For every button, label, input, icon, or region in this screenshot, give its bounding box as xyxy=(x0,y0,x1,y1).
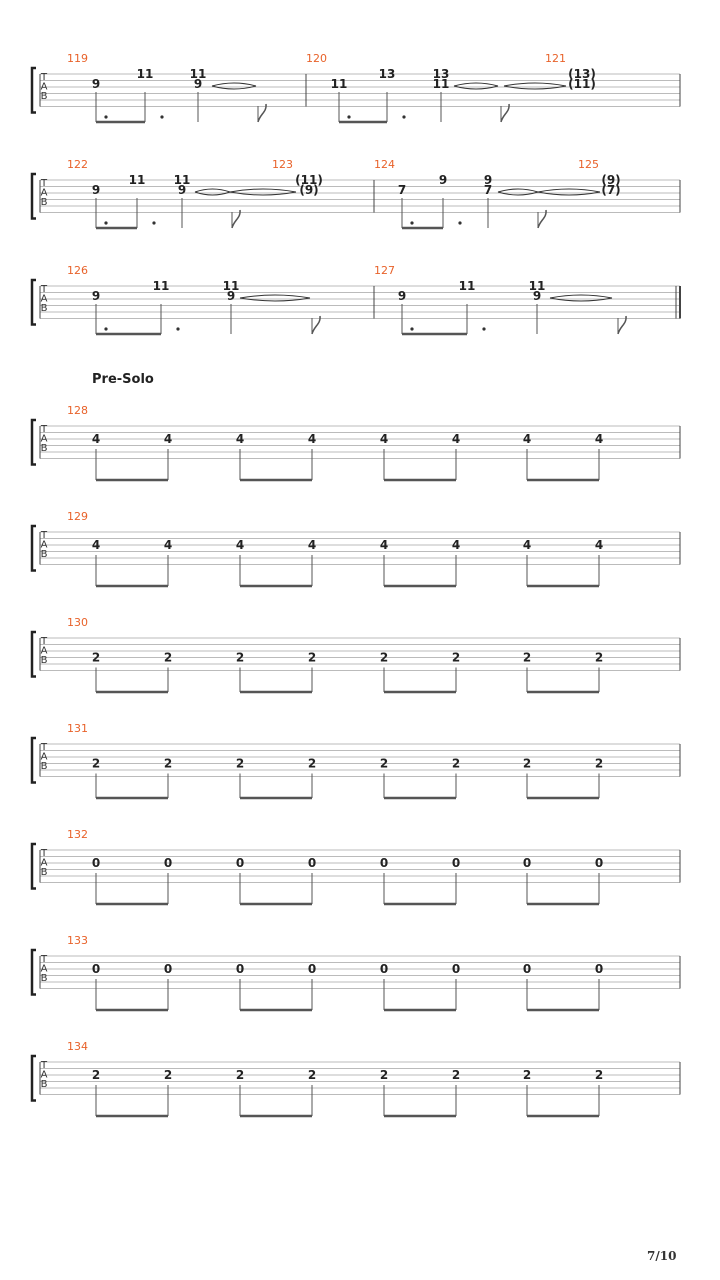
tab-clef-letter: A xyxy=(40,81,48,93)
fret-number: 2 xyxy=(307,1068,317,1082)
fret-number: 4 xyxy=(307,538,317,552)
fret-number: 0 xyxy=(379,856,389,870)
tie-arc xyxy=(550,295,612,298)
fret-number: 9 xyxy=(483,173,493,187)
tab-system xyxy=(32,510,680,586)
fret-number: 9 xyxy=(226,289,236,303)
fret-number: 0 xyxy=(451,962,461,976)
tab-clef-letter: B xyxy=(40,655,48,666)
tab-clef-letter: T xyxy=(40,530,48,541)
tab-clef-letter: B xyxy=(40,197,48,208)
fret-number: (11) xyxy=(568,77,596,91)
fret-number: 0 xyxy=(522,856,532,870)
fret-number: 2 xyxy=(594,1068,604,1082)
system-bracket xyxy=(32,174,36,219)
system-bracket xyxy=(32,632,36,677)
fret-number: 2 xyxy=(91,650,101,665)
fret-number: 0 xyxy=(594,962,604,976)
section-label-pre-solo: Pre-Solo xyxy=(92,372,154,387)
fret-number: 9 xyxy=(91,183,101,197)
measure-number: 126 xyxy=(67,264,88,277)
fret-number: 4 xyxy=(91,432,101,446)
system-bracket xyxy=(32,844,36,889)
page-number: 7/10 xyxy=(647,1249,677,1263)
measure-number: 132 xyxy=(67,828,88,841)
fret-number: 4 xyxy=(451,432,461,446)
measure-number: 119 xyxy=(67,52,88,65)
fret-number: 0 xyxy=(91,856,101,870)
tab-clef-letter: A xyxy=(40,963,48,975)
tab-clef-letter: B xyxy=(40,303,48,314)
measure-number: 124 xyxy=(374,158,395,171)
fret-number: 11 xyxy=(189,67,207,81)
fret-number: 4 xyxy=(594,538,604,552)
fret-number: 0 xyxy=(307,856,317,870)
measure-number: 123 xyxy=(272,158,293,171)
dot xyxy=(347,115,350,118)
system-bracket xyxy=(32,950,36,995)
fret-number: 4 xyxy=(91,538,101,552)
tab-system xyxy=(32,722,680,798)
tab-system xyxy=(32,264,680,334)
system-bracket xyxy=(32,68,36,113)
fret-number: 9 xyxy=(177,183,187,197)
fret-number: 11 xyxy=(458,279,476,293)
fret-number: 13 xyxy=(432,67,450,81)
fret-number: 2 xyxy=(451,1068,461,1082)
tab-clef-letter: A xyxy=(40,293,48,305)
fret-number: 2 xyxy=(235,756,245,771)
fret-number: 11 xyxy=(330,77,348,91)
tab-clef-letter: T xyxy=(40,636,48,647)
tab-clef-letter: T xyxy=(40,954,48,965)
fret-number: 0 xyxy=(163,856,173,870)
fret-number: 7 xyxy=(483,183,493,197)
tab-clef-letter: B xyxy=(40,443,48,454)
dot xyxy=(104,221,107,224)
tie-arc xyxy=(212,83,256,86)
tab-clef-letter: A xyxy=(40,857,48,869)
fret-number: 4 xyxy=(451,538,461,552)
tab-clef-letter: T xyxy=(40,284,48,295)
system-bracket xyxy=(32,526,36,571)
tab-clef-letter: T xyxy=(40,848,48,859)
fret-number: 2 xyxy=(594,650,604,665)
tie-arc xyxy=(195,189,230,192)
fret-number: 2 xyxy=(451,756,461,771)
tab-clef-letter: B xyxy=(40,867,48,878)
dot xyxy=(402,115,405,118)
fret-number: 2 xyxy=(235,650,245,665)
fret-number: 0 xyxy=(594,856,604,870)
fret-number: 4 xyxy=(379,538,389,552)
fret-number: 2 xyxy=(522,756,532,771)
tie-arc xyxy=(498,189,538,192)
dot xyxy=(410,327,413,330)
fret-number: 2 xyxy=(522,1068,532,1082)
measure-number: 121 xyxy=(545,52,566,65)
tab-system xyxy=(32,158,680,228)
tab-clef-letter: T xyxy=(40,178,48,189)
measure-number: 134 xyxy=(67,1040,88,1053)
dot xyxy=(482,327,485,330)
fret-number: 0 xyxy=(522,962,532,976)
fret-number: 11 xyxy=(173,173,191,187)
fret-number: 4 xyxy=(235,432,245,446)
fret-number: 0 xyxy=(163,962,173,976)
fret-number: 2 xyxy=(379,1068,389,1082)
fret-number: 2 xyxy=(379,756,389,771)
dot xyxy=(104,115,107,118)
fret-number: (9) xyxy=(601,173,621,187)
system-bracket xyxy=(32,280,36,325)
tab-clef-letter: B xyxy=(40,91,48,102)
fret-number: 0 xyxy=(451,856,461,870)
fret-number: 4 xyxy=(522,538,532,552)
tab-clef-letter: T xyxy=(40,742,48,753)
system-bracket xyxy=(32,738,36,783)
measure-number: 130 xyxy=(67,616,88,629)
fret-number: 4 xyxy=(235,538,245,552)
fret-number: 9 xyxy=(438,173,448,187)
dot xyxy=(104,327,107,330)
tab-clef-letter: B xyxy=(40,761,48,772)
fret-number: 2 xyxy=(235,1068,245,1082)
fret-number: 9 xyxy=(397,289,407,303)
fret-number: 9 xyxy=(91,77,101,91)
fret-number: 11 xyxy=(222,279,240,293)
fret-number: 4 xyxy=(163,538,173,552)
fret-number: (9) xyxy=(299,183,319,197)
fret-number: 11 xyxy=(432,77,450,91)
fret-number: 2 xyxy=(91,1068,101,1082)
fret-number: 0 xyxy=(307,962,317,976)
system-bracket xyxy=(32,420,36,465)
fret-number: 0 xyxy=(91,962,101,976)
tab-system xyxy=(32,52,680,122)
fret-number: (7) xyxy=(601,183,621,197)
tab-system xyxy=(32,404,680,480)
fret-number: 2 xyxy=(307,650,317,665)
tie-arc xyxy=(538,189,600,192)
fret-number: 2 xyxy=(91,756,101,771)
fret-number: 4 xyxy=(379,432,389,446)
dot xyxy=(160,115,163,118)
dot xyxy=(152,221,155,224)
measure-number: 122 xyxy=(67,158,88,171)
tab-clef-letter: T xyxy=(40,424,48,435)
tab-clef-letter: B xyxy=(40,973,48,984)
measure-number: 128 xyxy=(67,404,88,417)
dot xyxy=(410,221,413,224)
fret-number: 2 xyxy=(163,756,173,771)
tie-arc xyxy=(504,83,566,86)
fret-number: (13) xyxy=(568,67,596,81)
fret-number: 4 xyxy=(594,432,604,446)
measure-number: 129 xyxy=(67,510,88,523)
tie-arc xyxy=(240,295,310,298)
dot xyxy=(458,221,461,224)
tab-system xyxy=(32,616,680,692)
measure-number: 133 xyxy=(67,934,88,947)
measure-number: 125 xyxy=(578,158,599,171)
tie-arc xyxy=(230,189,296,192)
fret-number: 11 xyxy=(152,279,170,293)
fret-number: 9 xyxy=(91,289,101,303)
fret-number: 13 xyxy=(378,67,396,81)
fret-number: 0 xyxy=(379,962,389,976)
tab-system xyxy=(32,828,680,904)
fret-number: 0 xyxy=(235,856,245,870)
tab-clef-letter: A xyxy=(40,1069,48,1081)
tie-arc xyxy=(454,83,498,86)
fret-number: 7 xyxy=(397,183,407,197)
fret-number: 0 xyxy=(235,962,245,976)
fret-number: 4 xyxy=(163,432,173,446)
measure-number: 120 xyxy=(306,52,327,65)
tab-clef-letter: A xyxy=(40,187,48,199)
tab-clef-letter: B xyxy=(40,549,48,560)
fret-number: 2 xyxy=(379,650,389,665)
tab-clef-letter: A xyxy=(40,645,48,657)
fret-number: 2 xyxy=(307,756,317,771)
fret-number: 2 xyxy=(163,650,173,665)
dot xyxy=(176,327,179,330)
fret-number: 9 xyxy=(193,77,203,91)
fret-number: 11 xyxy=(136,67,154,81)
tab-clef-letter: T xyxy=(40,72,48,83)
fret-number: 11 xyxy=(528,279,546,293)
fret-number: 9 xyxy=(532,289,542,303)
fret-number: 11 xyxy=(128,173,146,187)
system-bracket xyxy=(32,1056,36,1101)
measure-number: 127 xyxy=(374,264,395,277)
tab-clef-letter: T xyxy=(40,1060,48,1071)
tab-clef-letter: A xyxy=(40,539,48,551)
tab-system xyxy=(32,934,680,1010)
fret-number: 2 xyxy=(522,650,532,665)
tab-clef-letter: B xyxy=(40,1079,48,1090)
fret-number: 2 xyxy=(163,1068,173,1082)
tab-system xyxy=(32,1040,680,1116)
tab-clef-letter: A xyxy=(40,433,48,445)
fret-number: 4 xyxy=(307,432,317,446)
fret-number: 2 xyxy=(594,756,604,771)
measure-number: 131 xyxy=(67,722,88,735)
fret-number: (11) xyxy=(295,173,323,187)
fret-number: 4 xyxy=(522,432,532,446)
tab-clef-letter: A xyxy=(40,751,48,763)
fret-number: 2 xyxy=(451,650,461,665)
